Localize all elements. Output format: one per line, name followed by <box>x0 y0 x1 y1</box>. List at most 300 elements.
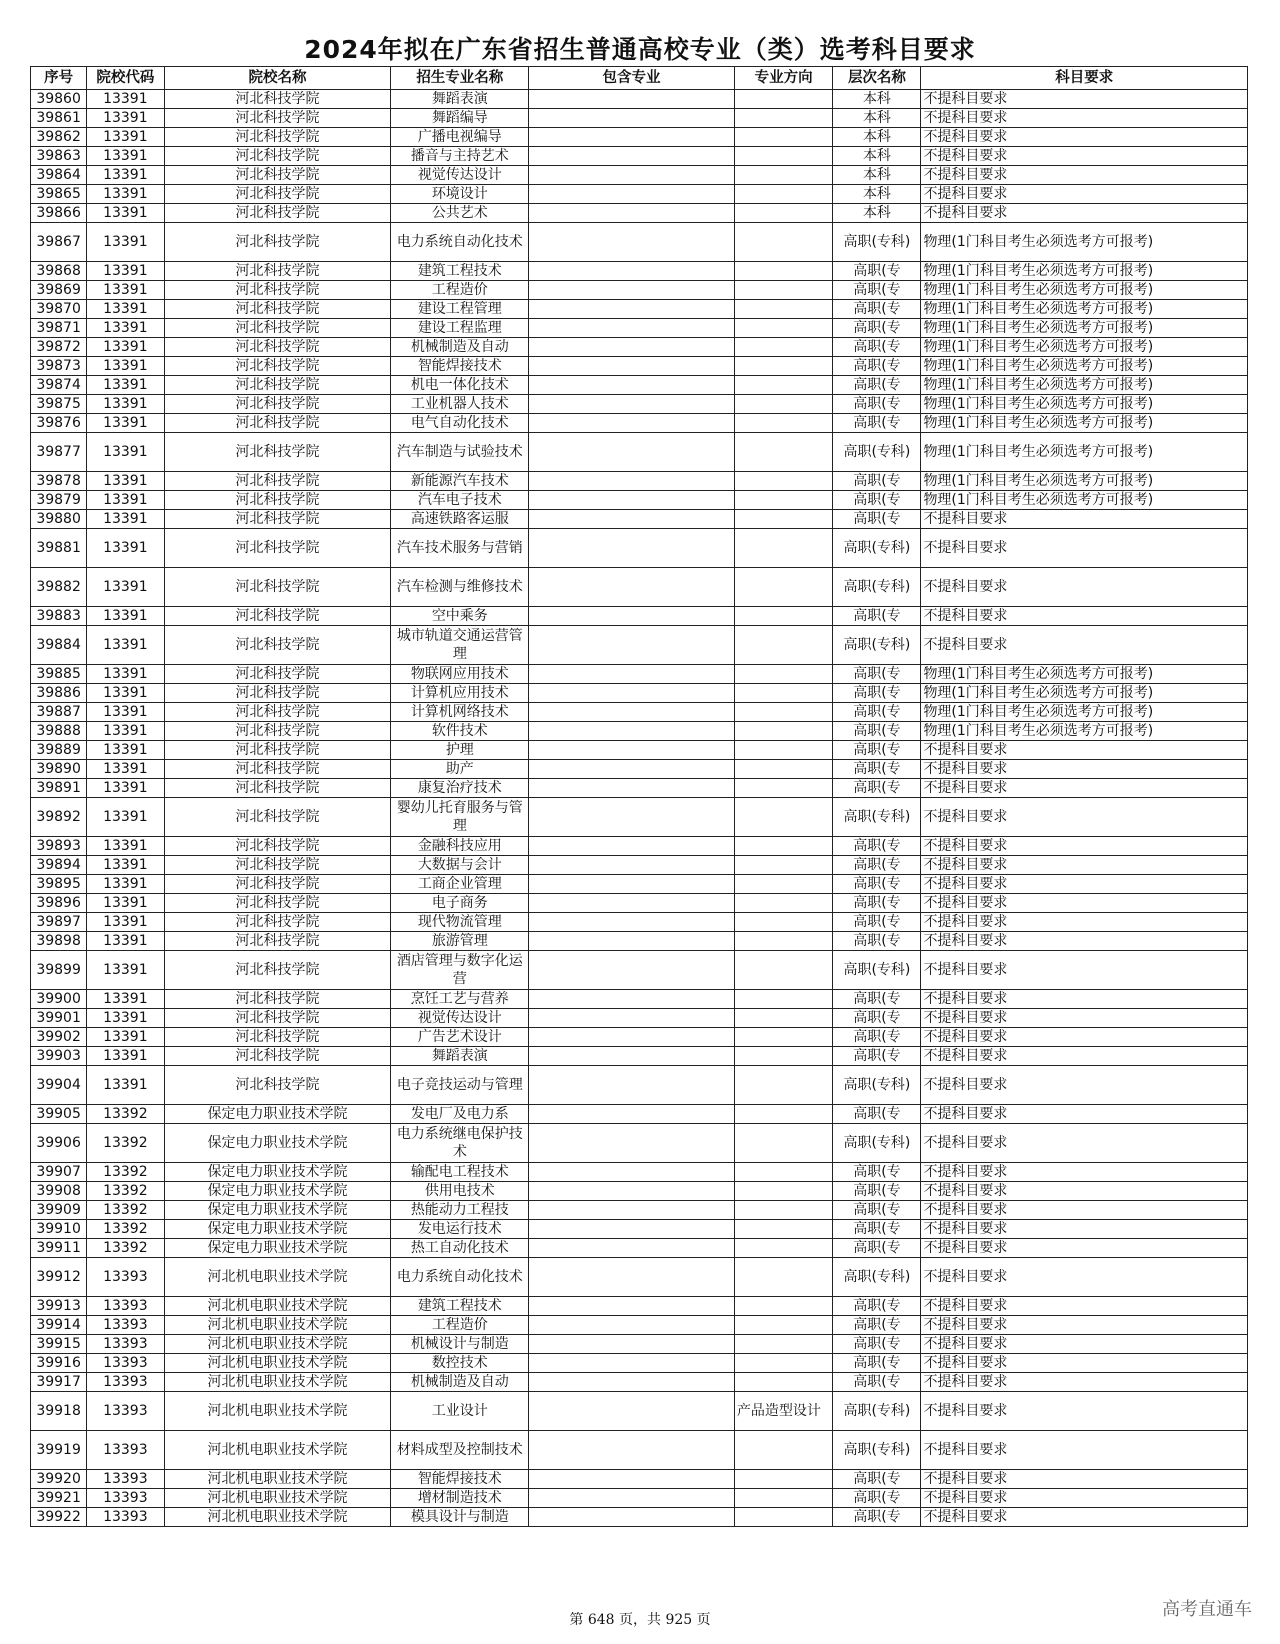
cell-major: 工程造价 <box>391 1316 529 1335</box>
cell-seq: 39899 <box>31 951 87 990</box>
cell-code: 13392 <box>87 1182 164 1201</box>
cell-direction <box>734 90 833 109</box>
cell-major: 建设工程监理 <box>391 319 529 338</box>
cell-seq: 39891 <box>31 779 87 798</box>
cell-direction <box>734 395 833 414</box>
table-row <box>31 760 1248 779</box>
cell-direction <box>734 472 833 491</box>
cell-major: 城市轨道交通运营管理 <box>391 626 529 665</box>
table-row <box>31 472 1248 491</box>
cell-seq: 39922 <box>31 1508 87 1527</box>
cell-major: 电力系统继电保护技术 <box>391 1124 529 1163</box>
cell-seq: 39869 <box>31 281 87 300</box>
cell-seq: 39913 <box>31 1297 87 1316</box>
table-row <box>31 433 1248 472</box>
cell-level: 高职(专科) <box>833 951 921 990</box>
cell-include <box>529 1470 735 1489</box>
cell-include <box>529 185 735 204</box>
cell-direction <box>734 491 833 510</box>
cell-code: 13391 <box>87 357 164 376</box>
table-body <box>31 90 1248 1527</box>
cell-direction <box>734 357 833 376</box>
cell-requirement: 不提科目要求 <box>921 510 1248 529</box>
cell-requirement: 物理(1门科目考生必须选考方可报考) <box>921 665 1248 684</box>
cell-code: 13391 <box>87 951 164 990</box>
cell-requirement: 不提科目要求 <box>921 626 1248 665</box>
table-row <box>31 665 1248 684</box>
cell-include <box>529 1489 735 1508</box>
cell-requirement: 不提科目要求 <box>921 1239 1248 1258</box>
cell-seq: 39886 <box>31 684 87 703</box>
cell-seq: 39870 <box>31 300 87 319</box>
table-row <box>31 166 1248 185</box>
cell-include <box>529 875 735 894</box>
cell-level: 高职(专 <box>833 300 921 319</box>
cell-school: 河北科技学院 <box>164 376 391 395</box>
cell-code: 13391 <box>87 741 164 760</box>
cell-include <box>529 1508 735 1527</box>
cell-code: 13392 <box>87 1105 164 1124</box>
cell-school: 河北机电职业技术学院 <box>164 1508 391 1527</box>
cell-school: 河北科技学院 <box>164 472 391 491</box>
cell-major: 电气自动化技术 <box>391 414 529 433</box>
cell-code: 13391 <box>87 1047 164 1066</box>
cell-school: 河北科技学院 <box>164 223 391 262</box>
cell-direction <box>734 1028 833 1047</box>
cell-major: 工业机器人技术 <box>391 395 529 414</box>
cell-school: 河北科技学院 <box>164 395 391 414</box>
cell-school: 河北科技学院 <box>164 684 391 703</box>
cell-direction <box>734 1470 833 1489</box>
cell-level: 高职(专科) <box>833 626 921 665</box>
cell-major: 智能焊接技术 <box>391 1470 529 1489</box>
cell-major: 播音与主持艺术 <box>391 147 529 166</box>
cell-code: 13391 <box>87 932 164 951</box>
table-row <box>31 185 1248 204</box>
table-row <box>31 262 1248 281</box>
cell-code: 13391 <box>87 433 164 472</box>
cell-school: 河北科技学院 <box>164 433 391 472</box>
cell-include <box>529 1297 735 1316</box>
cell-code: 13391 <box>87 223 164 262</box>
table-row <box>31 607 1248 626</box>
cell-major: 建筑工程技术 <box>391 1297 529 1316</box>
cell-code: 13391 <box>87 109 164 128</box>
cell-school: 河北科技学院 <box>164 414 391 433</box>
cell-direction <box>734 262 833 281</box>
cell-school: 河北科技学院 <box>164 185 391 204</box>
cell-requirement: 不提科目要求 <box>921 1258 1248 1297</box>
cell-direction <box>734 128 833 147</box>
cell-direction <box>734 1258 833 1297</box>
cell-include <box>529 913 735 932</box>
cell-school: 河北科技学院 <box>164 856 391 875</box>
cell-level: 高职(专 <box>833 856 921 875</box>
cell-seq: 39882 <box>31 568 87 607</box>
cell-code: 13391 <box>87 166 164 185</box>
cell-school: 河北科技学院 <box>164 760 391 779</box>
cell-include <box>529 433 735 472</box>
cell-seq: 39917 <box>31 1373 87 1392</box>
cell-level: 高职(专 <box>833 1239 921 1258</box>
cell-code: 13391 <box>87 395 164 414</box>
cell-include <box>529 741 735 760</box>
table-row <box>31 722 1248 741</box>
cell-level: 高职(专科) <box>833 1124 921 1163</box>
cell-direction <box>734 281 833 300</box>
cell-requirement: 不提科目要求 <box>921 147 1248 166</box>
cell-include <box>529 395 735 414</box>
cell-requirement: 不提科目要求 <box>921 204 1248 223</box>
cell-code: 13391 <box>87 703 164 722</box>
cell-direction <box>734 1354 833 1373</box>
cell-major: 高速铁路客运服 <box>391 510 529 529</box>
table-row <box>31 703 1248 722</box>
cell-school: 河北机电职业技术学院 <box>164 1373 391 1392</box>
cell-direction <box>734 837 833 856</box>
cell-requirement: 不提科目要求 <box>921 1508 1248 1527</box>
cell-school: 河北科技学院 <box>164 875 391 894</box>
cell-direction <box>734 607 833 626</box>
cell-requirement: 不提科目要求 <box>921 568 1248 607</box>
cell-level: 高职(专科) <box>833 798 921 837</box>
cell-major: 广告艺术设计 <box>391 1028 529 1047</box>
table-row <box>31 1163 1248 1182</box>
cell-requirement: 物理(1门科目考生必须选考方可报考) <box>921 300 1248 319</box>
cell-direction <box>734 1316 833 1335</box>
cell-major: 工程造价 <box>391 281 529 300</box>
cell-direction <box>734 798 833 837</box>
table-row <box>31 147 1248 166</box>
cell-direction: 产品造型设计 <box>734 1392 833 1431</box>
cell-school: 保定电力职业技术学院 <box>164 1220 391 1239</box>
table-row <box>31 90 1248 109</box>
cell-direction <box>734 1163 833 1182</box>
cell-seq: 39895 <box>31 875 87 894</box>
cell-level: 高职(专 <box>833 491 921 510</box>
cell-requirement: 不提科目要求 <box>921 913 1248 932</box>
cell-seq: 39861 <box>31 109 87 128</box>
cell-code: 13393 <box>87 1354 164 1373</box>
cell-school: 河北科技学院 <box>164 166 391 185</box>
cell-seq: 39889 <box>31 741 87 760</box>
cell-school: 河北科技学院 <box>164 932 391 951</box>
cell-requirement: 不提科目要求 <box>921 1373 1248 1392</box>
cell-include <box>529 109 735 128</box>
cell-requirement: 不提科目要求 <box>921 1009 1248 1028</box>
cell-code: 13391 <box>87 626 164 665</box>
cell-level: 高职(专 <box>833 932 921 951</box>
cell-requirement: 物理(1门科目考生必须选考方可报考) <box>921 414 1248 433</box>
cell-seq: 39909 <box>31 1201 87 1220</box>
cell-include <box>529 1258 735 1297</box>
cell-requirement: 不提科目要求 <box>921 128 1248 147</box>
cell-seq: 39862 <box>31 128 87 147</box>
cell-level: 高职(专 <box>833 894 921 913</box>
cell-seq: 39905 <box>31 1105 87 1124</box>
cell-direction <box>734 1201 833 1220</box>
cell-include <box>529 90 735 109</box>
cell-include <box>529 357 735 376</box>
cell-level: 高职(专 <box>833 510 921 529</box>
cell-requirement: 物理(1门科目考生必须选考方可报考) <box>921 281 1248 300</box>
cell-major: 软件技术 <box>391 722 529 741</box>
cell-seq: 39893 <box>31 837 87 856</box>
table-row <box>31 1220 1248 1239</box>
cell-level: 高职(专科) <box>833 433 921 472</box>
cell-direction <box>734 703 833 722</box>
cell-level: 高职(专 <box>833 1335 921 1354</box>
cell-seq: 39874 <box>31 376 87 395</box>
cell-include <box>529 281 735 300</box>
cell-code: 13391 <box>87 760 164 779</box>
cell-requirement: 物理(1门科目考生必须选考方可报考) <box>921 357 1248 376</box>
col-header-requirement: 科目要求 <box>921 67 1248 90</box>
table-row <box>31 1470 1248 1489</box>
cell-include <box>529 626 735 665</box>
cell-requirement: 不提科目要求 <box>921 760 1248 779</box>
table-row <box>31 951 1248 990</box>
table-row <box>31 1047 1248 1066</box>
table-row <box>31 1316 1248 1335</box>
cell-major: 汽车检测与维修技术 <box>391 568 529 607</box>
table-row <box>31 894 1248 913</box>
cell-level: 高职(专 <box>833 376 921 395</box>
cell-direction <box>734 510 833 529</box>
cell-code: 13391 <box>87 894 164 913</box>
cell-include <box>529 856 735 875</box>
cell-include <box>529 491 735 510</box>
cell-school: 河北科技学院 <box>164 109 391 128</box>
cell-include <box>529 798 735 837</box>
cell-requirement: 不提科目要求 <box>921 1354 1248 1373</box>
cell-major: 模具设计与制造 <box>391 1508 529 1527</box>
cell-code: 13391 <box>87 1028 164 1047</box>
cell-school: 河北机电职业技术学院 <box>164 1392 391 1431</box>
cell-requirement: 不提科目要求 <box>921 779 1248 798</box>
table-row <box>31 300 1248 319</box>
cell-direction <box>734 1489 833 1508</box>
cell-requirement: 物理(1门科目考生必须选考方可报考) <box>921 722 1248 741</box>
cell-direction <box>734 760 833 779</box>
cell-include <box>529 990 735 1009</box>
cell-major: 输配电工程技术 <box>391 1163 529 1182</box>
cell-code: 13391 <box>87 204 164 223</box>
cell-requirement: 不提科目要求 <box>921 990 1248 1009</box>
cell-include <box>529 414 735 433</box>
cell-major: 机械制造及自动 <box>391 1373 529 1392</box>
table-row <box>31 223 1248 262</box>
cell-requirement: 不提科目要求 <box>921 1392 1248 1431</box>
cell-level: 高职(专 <box>833 1163 921 1182</box>
table-row <box>31 1373 1248 1392</box>
cell-seq: 39880 <box>31 510 87 529</box>
cell-seq: 39901 <box>31 1009 87 1028</box>
cell-requirement: 物理(1门科目考生必须选考方可报考) <box>921 433 1248 472</box>
cell-code: 13391 <box>87 837 164 856</box>
cell-requirement: 不提科目要求 <box>921 1201 1248 1220</box>
cell-code: 13391 <box>87 875 164 894</box>
cell-major: 电力系统自动化技术 <box>391 1258 529 1297</box>
cell-school: 河北机电职业技术学院 <box>164 1297 391 1316</box>
cell-level: 高职(专 <box>833 395 921 414</box>
cell-seq: 39896 <box>31 894 87 913</box>
cell-major: 婴幼儿托育服务与管理 <box>391 798 529 837</box>
cell-include <box>529 779 735 798</box>
cell-requirement: 不提科目要求 <box>921 875 1248 894</box>
cell-school: 河北科技学院 <box>164 779 391 798</box>
cell-level: 本科 <box>833 147 921 166</box>
cell-level: 高职(专科) <box>833 1392 921 1431</box>
cell-direction <box>734 1239 833 1258</box>
cell-seq: 39912 <box>31 1258 87 1297</box>
requirements-table <box>30 66 1248 1527</box>
table-row <box>31 875 1248 894</box>
cell-school: 河北机电职业技术学院 <box>164 1258 391 1297</box>
cell-direction <box>734 568 833 607</box>
cell-include <box>529 1431 735 1470</box>
cell-school: 河北科技学院 <box>164 626 391 665</box>
cell-level: 高职(专 <box>833 319 921 338</box>
table-row <box>31 1297 1248 1316</box>
cell-seq: 39863 <box>31 147 87 166</box>
cell-requirement: 不提科目要求 <box>921 1297 1248 1316</box>
cell-include <box>529 204 735 223</box>
cell-major: 汽车技术服务与营销 <box>391 529 529 568</box>
cell-major: 材料成型及控制技术 <box>391 1431 529 1470</box>
cell-major: 汽车制造与试验技术 <box>391 433 529 472</box>
col-header-seq: 序号 <box>31 67 87 90</box>
cell-level: 高职(专 <box>833 1508 921 1527</box>
cell-include <box>529 1373 735 1392</box>
cell-direction <box>734 875 833 894</box>
table-header-row <box>31 67 1248 90</box>
cell-school: 河北科技学院 <box>164 510 391 529</box>
col-header-include: 包含专业 <box>529 67 735 90</box>
table-row <box>31 414 1248 433</box>
cell-seq: 39879 <box>31 491 87 510</box>
cell-seq: 39911 <box>31 1239 87 1258</box>
cell-school: 河北科技学院 <box>164 357 391 376</box>
cell-seq: 39887 <box>31 703 87 722</box>
cell-direction <box>734 1335 833 1354</box>
cell-code: 13391 <box>87 684 164 703</box>
cell-requirement: 物理(1门科目考生必须选考方可报考) <box>921 223 1248 262</box>
cell-requirement: 不提科目要求 <box>921 856 1248 875</box>
table-row <box>31 568 1248 607</box>
cell-seq: 39908 <box>31 1182 87 1201</box>
cell-level: 本科 <box>833 128 921 147</box>
cell-school: 河北机电职业技术学院 <box>164 1354 391 1373</box>
cell-direction <box>734 684 833 703</box>
cell-requirement: 物理(1门科目考生必须选考方可报考) <box>921 319 1248 338</box>
cell-direction <box>734 1297 833 1316</box>
cell-direction <box>734 990 833 1009</box>
cell-code: 13391 <box>87 856 164 875</box>
table-row <box>31 741 1248 760</box>
cell-requirement: 不提科目要求 <box>921 1489 1248 1508</box>
cell-seq: 39918 <box>31 1392 87 1431</box>
cell-major: 视觉传达设计 <box>391 1009 529 1028</box>
cell-code: 13391 <box>87 990 164 1009</box>
cell-seq: 39903 <box>31 1047 87 1066</box>
col-header-level: 层次名称 <box>833 67 921 90</box>
cell-include <box>529 665 735 684</box>
cell-major: 工业设计 <box>391 1392 529 1431</box>
cell-include <box>529 376 735 395</box>
cell-seq: 39867 <box>31 223 87 262</box>
cell-level: 高职(专 <box>833 357 921 376</box>
cell-seq: 39876 <box>31 414 87 433</box>
cell-code: 13393 <box>87 1335 164 1354</box>
cell-code: 13393 <box>87 1373 164 1392</box>
brand-watermark: 高考直通车 <box>1162 1599 1252 1620</box>
cell-code: 13393 <box>87 1470 164 1489</box>
cell-code: 13391 <box>87 185 164 204</box>
cell-level: 高职(专 <box>833 1201 921 1220</box>
cell-seq: 39888 <box>31 722 87 741</box>
cell-level: 高职(专 <box>833 684 921 703</box>
table-row <box>31 626 1248 665</box>
cell-code: 13392 <box>87 1239 164 1258</box>
cell-major: 电子商务 <box>391 894 529 913</box>
col-header-school: 院校名称 <box>164 67 391 90</box>
cell-school: 河北科技学院 <box>164 607 391 626</box>
cell-seq: 39884 <box>31 626 87 665</box>
cell-school: 保定电力职业技术学院 <box>164 1163 391 1182</box>
cell-level: 高职(专 <box>833 1028 921 1047</box>
cell-code: 13391 <box>87 722 164 741</box>
cell-major: 工商企业管理 <box>391 875 529 894</box>
cell-seq: 39865 <box>31 185 87 204</box>
cell-major: 舞蹈编导 <box>391 109 529 128</box>
table-row <box>31 684 1248 703</box>
cell-code: 13391 <box>87 300 164 319</box>
cell-include <box>529 607 735 626</box>
cell-include <box>529 1335 735 1354</box>
cell-level: 本科 <box>833 109 921 128</box>
cell-requirement: 不提科目要求 <box>921 607 1248 626</box>
cell-level: 高职(专科) <box>833 1066 921 1105</box>
cell-level: 高职(专科) <box>833 568 921 607</box>
cell-requirement: 物理(1门科目考生必须选考方可报考) <box>921 684 1248 703</box>
cell-requirement: 不提科目要求 <box>921 185 1248 204</box>
cell-school: 河北科技学院 <box>164 741 391 760</box>
cell-level: 高职(专 <box>833 338 921 357</box>
cell-school: 河北科技学院 <box>164 722 391 741</box>
cell-requirement: 不提科目要求 <box>921 1335 1248 1354</box>
cell-seq: 39871 <box>31 319 87 338</box>
table-row <box>31 1028 1248 1047</box>
table-row <box>31 1201 1248 1220</box>
table-row <box>31 990 1248 1009</box>
table-row <box>31 319 1248 338</box>
cell-requirement: 不提科目要求 <box>921 741 1248 760</box>
cell-level: 高职(专 <box>833 779 921 798</box>
cell-level: 高职(专科) <box>833 223 921 262</box>
cell-level: 高职(专 <box>833 262 921 281</box>
cell-code: 13393 <box>87 1297 164 1316</box>
cell-requirement: 不提科目要求 <box>921 951 1248 990</box>
cell-major: 舞蹈表演 <box>391 1047 529 1066</box>
cell-major: 烹饪工艺与营养 <box>391 990 529 1009</box>
cell-level: 高职(专 <box>833 1489 921 1508</box>
cell-direction <box>734 1508 833 1527</box>
cell-requirement: 不提科目要求 <box>921 109 1248 128</box>
cell-level: 本科 <box>833 166 921 185</box>
cell-level: 高职(专 <box>833 1316 921 1335</box>
cell-major: 增材制造技术 <box>391 1489 529 1508</box>
